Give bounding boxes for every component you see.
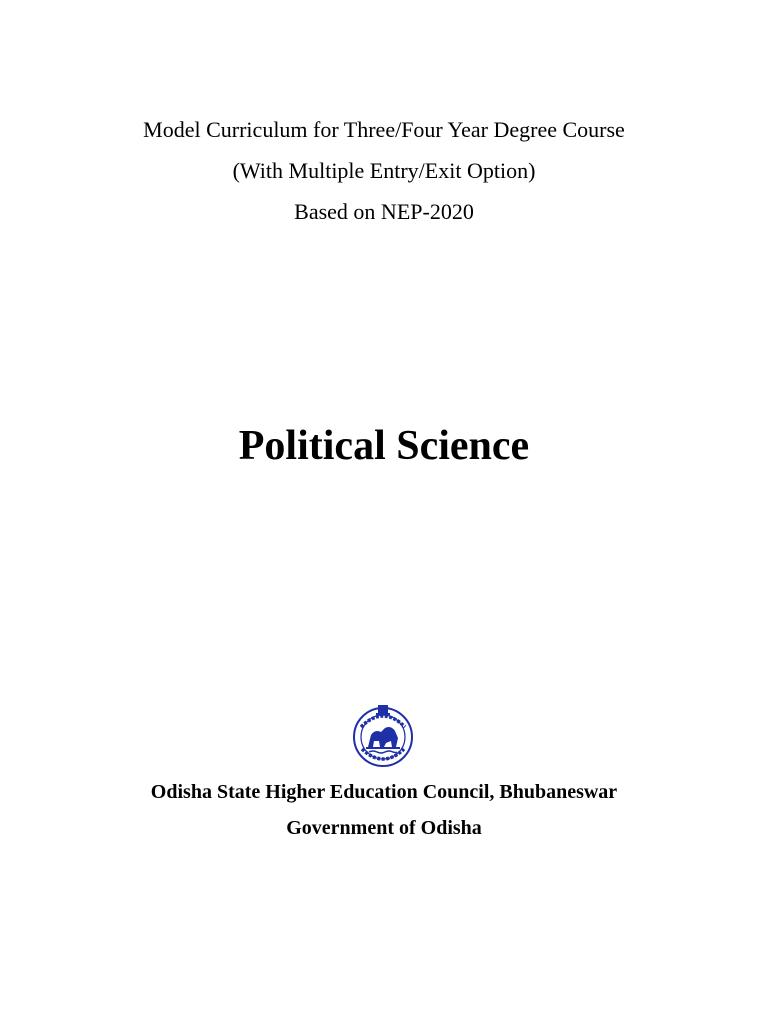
entry-exit-note: (With Multiple Entry/Exit Option) — [232, 158, 536, 183]
curriculum-heading: Model Curriculum for Three/Four Year Degree Course — [143, 117, 625, 142]
subject-title: Political Science — [238, 423, 530, 469]
odisha-government-emblem-icon — [349, 701, 417, 769]
government-name: Government of Odisha — [286, 817, 482, 839]
nep-note: Based on NEP-2020 — [294, 199, 474, 224]
council-name: Odisha State Higher Education Council, Bhubaneswar — [150, 781, 618, 803]
